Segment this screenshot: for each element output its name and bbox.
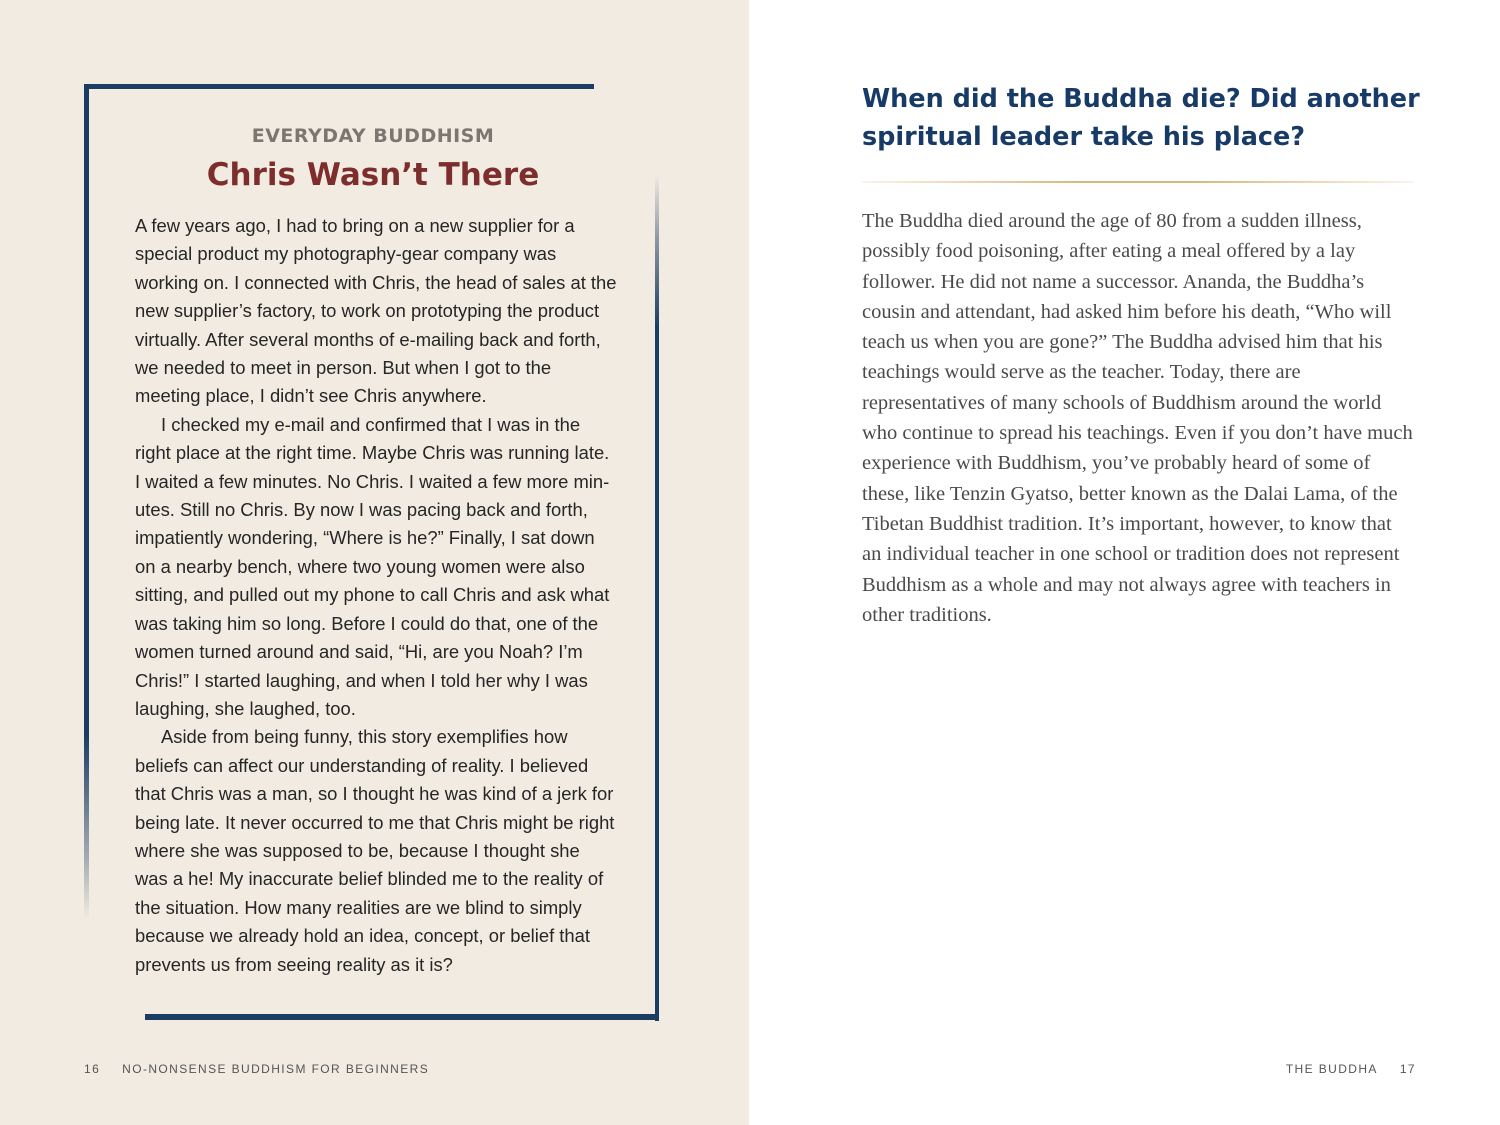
answer-paragraph: The Buddha died around the age of 80 from a sudden illness, possibly food poisoning, after eating a meal offered by a lay follower. He did not name a successor. Ananda, the Buddha’s cousin and attendant, had asked him before his death, “Who will teach us when you are gone?” The Buddha advised him that his teachings would serve as the teacher. Today, there are representatives of many schools of Buddhism around the world who continue to spread his teachings. Even if you don’t have much experience with Buddhism, you’ve probably heard of some of these, like Tenzin Gyatso, better known as the Dalai Lama, of the Tibetan Buddhist tradition. It’s important, however, to know that an individual teacher in one school or tradition does not represent Buddhism as a whole and may not always agree with teachers in other traditions. — [862, 210, 1413, 626]
sidebar-frame-bottom-rule — [145, 1014, 659, 1020]
left-folio — [84, 1062, 429, 1076]
question-heading: When did the Buddha die? Did another spiritual leader take his place? — [862, 84, 1420, 152]
sidebar-frame-left-rule — [84, 84, 89, 919]
left-page — [0, 0, 749, 1125]
sidebar-paragraph: A few years ago, I had to bring on a new supplier for a special product my photography-gear company was working on. I connected with Chris, the head of sales at the new supplier’s factory, to work on prototyping the product virtually. After several months of e-mailing back and forth, we needed to meet in person. But when I got to the meeting place, I didn’t see Chris anywhere. — [135, 215, 617, 407]
sidebar-frame-top-rule — [84, 84, 594, 89]
sidebar-body — [135, 212, 617, 979]
left-page-number: 16 — [84, 1062, 101, 1076]
right-page-number: 17 — [1399, 1062, 1416, 1076]
right-running-head: THE BUDDHA — [1285, 1062, 1378, 1076]
sidebar-eyebrow: EVERYDAY BUDDHISM — [251, 125, 495, 147]
sidebar-frame-right-rule — [655, 175, 659, 1021]
sidebar-paragraph: Aside from being funny, this story exemplifies how beliefs can affect our understanding of reality. I believed that Chris was a man, so I thought he was kind of a jerk for being late. It never occurred to me that Chris might be right where she was supposed to be, because I thought she was a he! My inaccurate belief blinded me to the reality of the situation. How many realities are we blind to simply because we already hold an idea, concept, or belief that prevents us from seeing reality as it is? — [135, 726, 615, 975]
heading-divider — [862, 181, 1414, 183]
sidebar-paragraph: I checked my e-mail and confirmed that I was in the right place at the right time. Maybe Chris was running late. I waited a few minutes. No Chris. I waited a few more minutes. Still no Chris. By now I was pacing back and forth, impatiently wondering, “Where is he?” Finally, I sat down on a nearby bench, where two young women were also sitting, and pulled out my phone to call Chris and ask what was taking him so long. Before I could do that, one of the women turned around and said, “Hi, are you Noah? I’m Chris!” I started laughing, and when I told her why I was laughing, she laughed, too. — [135, 413, 610, 719]
right-folio — [1286, 1062, 1416, 1076]
left-running-head: NO-NONSENSE BUDDHISM FOR BEGINNERS — [122, 1062, 430, 1076]
sidebar-title: Chris Wasn’t There — [206, 157, 540, 193]
